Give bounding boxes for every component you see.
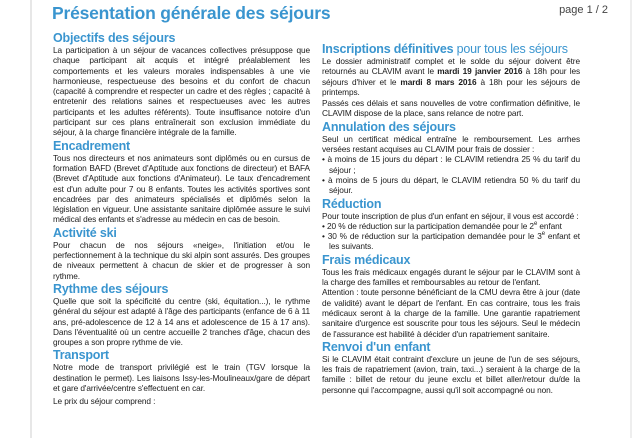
reduction-bullet-text: enfant et les suivants. (329, 231, 580, 252)
section-text-rythme: Quelle que soit la spécificité du centre (ski, équitation...), le rythme général du séjour est adapté à l'âge des participants (enfance de 6 à 11 ans, pré-adolescence de 12 à 14 ans et adolescence de 15 à 17 ans). Dans l'éventualité où un centre accueille 2 tranches d'âge, chacun des groupes a son propre rythme de vie. (53, 295, 310, 348)
annulation-bullet: • à moins de 15 jours du départ : le CLAVIM retiendra 25 % du tarif du séjour ; (322, 154, 580, 175)
page-number: page 1 / 2 (559, 4, 608, 16)
section-title-inscriptions (322, 42, 580, 56)
section-title-rythme: Rythme des séjours (53, 281, 169, 296)
inscriptions-text-part: Le dossier administratif complet et le solde du séjour doivent être retournés au CLAVIM avant le (322, 56, 580, 77)
section-title-objectifs: Objectifs des séjours (53, 31, 176, 45)
ordinal-suffix: e (541, 231, 545, 238)
annulation-bullet: • à moins de 5 jours du départ, le CLAVIM retiendra 50 % du tarif du séjour. (322, 175, 580, 196)
section-text-renvoi: Si le CLAVIM était contraint d'exclure un jeune de l'un de ses séjours, les frais de rapatriement (avion, train, taxi...) seraient à la charge de la famille : billet de retour du jeune exclu et billet aller/retour du/de la personne qui l'accompagne, aussi qu'il soit accompagné ou non. (322, 353, 580, 395)
section-title-frais: Frais médicaux (322, 252, 411, 267)
reduction-bullet-text: enfant (537, 220, 562, 231)
left-column (53, 31, 310, 408)
inscriptions-text-part: à 18h pour les séjours d'hiver et le (322, 66, 581, 87)
section-text-transport: Notre mode de transport privilégié est le train (TGV lorsque la destination le permet). Les liaisons Issy-les-Moulineaux/gare de départ et gare d'arrivée/centre s'effectuent en car. (53, 362, 310, 394)
section-text-annulation: Seul un certificat médical entraîne le remboursement. Les arrhes versées restant acquises au CLAVIM pour frais de dossier : (322, 133, 580, 155)
section-text-frais: Tous les frais médicaux engagés durant le séjour par le CLAVIM sont à la charge des familles et remboursables au retour de l'enfant. (322, 266, 580, 288)
deadline-spring: mardi 8 mars 2016 (400, 76, 477, 87)
section-text-inscriptions-deadlines (322, 56, 580, 97)
inscriptions-text-part: à 18h pour les séjours de printemps. (322, 76, 580, 97)
section-title-reduction: Réduction (322, 196, 382, 211)
section-text-ski: Pour chacun de nos séjours «neige», l'initiation et/ou le perfectionnement à la technique du ski alpin sont assurés. Des groupes de niveaux permettent à chacun de skier et de progresser à son rythme. (53, 239, 310, 281)
page-title: Présentation générale des séjours (52, 3, 331, 23)
section-title-ski: Activité ski (53, 225, 117, 240)
inscriptions-title-bold: Inscriptions définitives (322, 42, 454, 56)
ordinal-suffix: e (533, 221, 538, 228)
inscriptions-title-light: pour tous les séjours (456, 42, 568, 56)
section-title-renvoi: Renvoi d'un enfant (322, 339, 431, 354)
section-text-frais-cmu: Attention : toute personne bénéficiant de la CMU devra être à jour (date de validité) avant le départ de l'enfant. En cas contraire, tous les frais médicaux seront à la charge de la famille. Une garantie rapatriement sanitaire d'urgence est souscrite pour tous les séjours. Seul le médecin de l'assurance est habilité à décider d'un rapatriement sanitaire. (322, 287, 580, 339)
price-intro: Le prix du séjour comprend : (53, 396, 156, 407)
section-title-annulation: Annulation des séjours (322, 119, 456, 134)
reduction-bullet-text: 30 % de réduction sur la participation demandée pour le 3 (327, 231, 542, 242)
section-text-reduction: Pour toute inscription de plus d'un enfant en séjour, il vous est accordé : (322, 210, 579, 221)
section-title-transport: Transport (53, 348, 109, 363)
deadline-winter: mardi 19 janvier 2016 (437, 66, 523, 77)
reduction-bullet (322, 221, 580, 231)
right-column (322, 42, 580, 396)
section-title-encadrement: Encadrement (53, 138, 130, 153)
section-text-objectifs: La participation à un séjour de vacances collectives présuppose que chaque participant ait acquis et intégré préalablement les comportements et les valeurs morales indispensables à une vie harmonieuse, respectueuse des besoins et du confort de chacun (capacité à comprendre et respecter un cadre et des règles ; capacité à entretenir des relations saines et respectueuses avec les autres participants et les adultes référents). Toute insuffisance notoire d'un participant sur ces plans entraînerait son exclusion immédiate du séjour, à la charge financière intégrale de la famille. (53, 45, 310, 138)
reduction-bullet (322, 231, 580, 252)
section-text-inscriptions-delay: Passés ces délais et sans nouvelles de votre confirmation définitive, le CLAVIM dispose de la place, sans relance de notre part. (322, 98, 580, 119)
reduction-bullet-text: 20 % de réduction sur la participation demandée pour le 2 (327, 220, 534, 231)
section-text-encadrement: Tous nos directeurs et nos animateurs sont diplômés ou en cursus de formation BAFD (Brevet d'Aptitude aux fonctions de directeur) et BAFA (Brevet d'Aptitude aux fonctions d'Animateur). Le taux d'encadrement est d'un adulte pour 7 ou 8 enfants. Toutes les activités sportives sont encadrées par des animateurs spécialisés et diplômés selon la législation en vigueur. Une assistante sanitaire diplômée assure le suivi médical des enfants et s'adresse au médecin en cas de besoin. (53, 152, 310, 225)
